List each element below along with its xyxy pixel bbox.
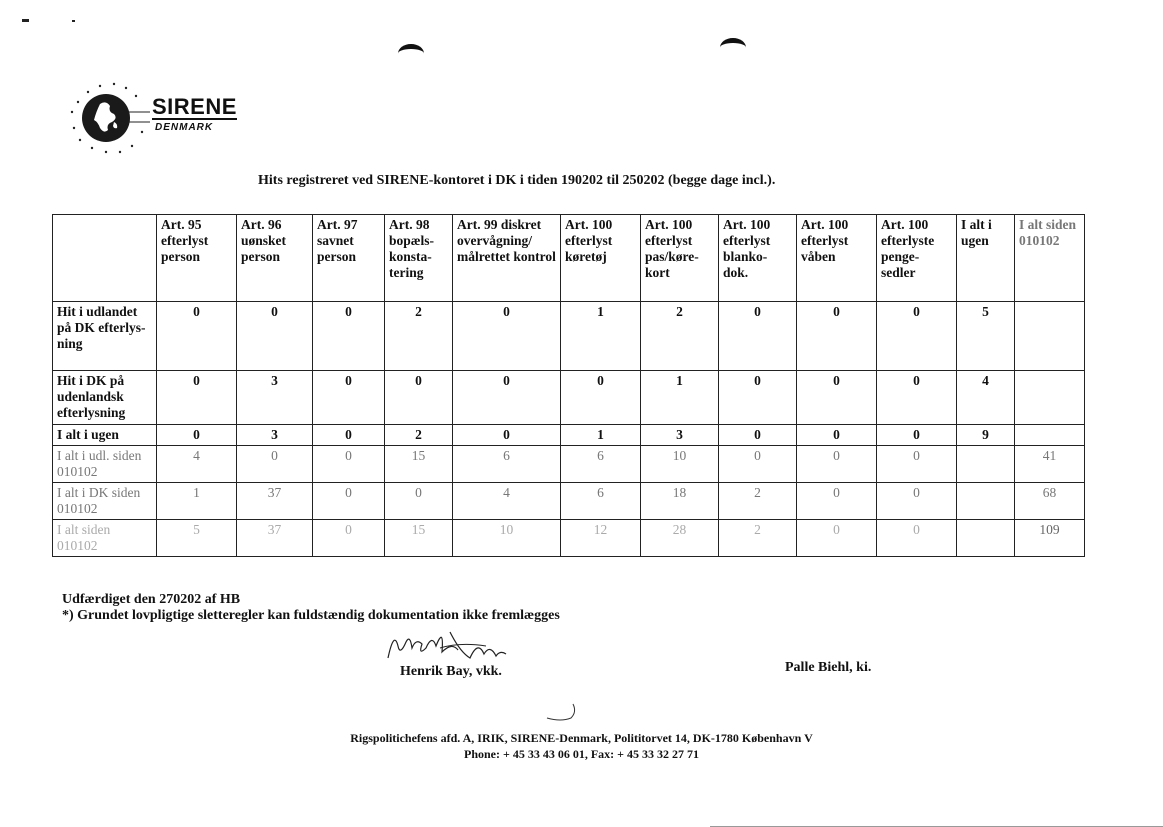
row-label: I alt i ugen (53, 425, 157, 446)
table-cell: 1 (157, 483, 237, 520)
column-header: Art. 100 efterlyst pas/køre-kort (641, 215, 719, 302)
table-cell: 0 (797, 371, 877, 425)
table-cell: 3 (641, 425, 719, 446)
table-cell: 0 (157, 425, 237, 446)
table-cell: 15 (385, 446, 453, 483)
table-cell: 3 (237, 371, 313, 425)
punch-hole-right (720, 38, 746, 57)
table-row (53, 371, 1085, 425)
row-label: Hit i DK på udenlandsk efterlysning (53, 371, 157, 425)
table-cell: 12 (561, 520, 641, 557)
table-cell: 0 (797, 446, 877, 483)
table-cell: 6 (561, 446, 641, 483)
column-header: Art. 95 efterlyst person (157, 215, 237, 302)
row-label: Hit i udlandet på DK efterlys-ning (53, 302, 157, 371)
table-cell: 10 (641, 446, 719, 483)
column-header: I alt i ugen (957, 215, 1015, 302)
table-cell: 0 (313, 520, 385, 557)
table-cell: 0 (385, 483, 453, 520)
table-cell: 1 (561, 425, 641, 446)
table-cell: 0 (719, 425, 797, 446)
column-header: I alt siden 010102 (1015, 215, 1085, 302)
table-cell: 0 (797, 425, 877, 446)
column-header: Art. 97 savnet person (313, 215, 385, 302)
logo-subtitle: DENMARK (155, 122, 214, 133)
sirene-logo (66, 82, 236, 157)
table-cell: 37 (237, 520, 313, 557)
table-cell: 9 (957, 425, 1015, 446)
row-label: I alt i udl. siden 010102 (53, 446, 157, 483)
row-label: I alt i DK siden 010102 (53, 483, 157, 520)
table-cell: 4 (157, 446, 237, 483)
table-cell: 1 (641, 371, 719, 425)
table-cell: 5 (957, 302, 1015, 371)
scan-speck (22, 19, 29, 22)
column-header: Art. 100 efterlyst køretøj (561, 215, 641, 302)
table-row (53, 520, 1085, 557)
table-cell: 0 (313, 483, 385, 520)
table-cell: 0 (877, 371, 957, 425)
table-cell: 0 (561, 371, 641, 425)
row-label: I alt siden 010102 (53, 520, 157, 557)
table-cell: 2 (385, 425, 453, 446)
prepared-line: Udfærdiget den 270202 af HB (62, 592, 241, 607)
table-cell: 0 (877, 425, 957, 446)
table-cell: 0 (313, 425, 385, 446)
table-cell: 0 (313, 446, 385, 483)
column-header: Art. 96 uønsket person (237, 215, 313, 302)
address-line: Rigspolitichefens afd. A, IRIK, SIRENE-Denmark, Polititorvet 14, DK-1780 København V (350, 731, 813, 745)
table-cell: 2 (719, 483, 797, 520)
signer-left: Henrik Bay, vkk. (400, 664, 502, 679)
table-cell: 6 (453, 446, 561, 483)
table-cell: 0 (237, 302, 313, 371)
pen-mark (545, 702, 579, 724)
table-cell: 5 (157, 520, 237, 557)
table-cell: 0 (719, 371, 797, 425)
table-cell: 0 (157, 302, 237, 371)
table-cell: 3 (237, 425, 313, 446)
table-cell: 0 (797, 520, 877, 557)
table-cell: 37 (237, 483, 313, 520)
hits-table (52, 214, 1085, 557)
table-cell: 0 (877, 302, 957, 371)
table-cell (1015, 302, 1085, 371)
table-cell: 4 (957, 371, 1015, 425)
scan-speck (72, 20, 75, 22)
table-cell (957, 483, 1015, 520)
table-cell: 0 (453, 302, 561, 371)
table-row (53, 446, 1085, 483)
table-cell: 0 (313, 302, 385, 371)
table-cell: 1 (561, 302, 641, 371)
globe-icon (66, 82, 152, 157)
punch-hole-left (398, 44, 424, 63)
table-cell (957, 446, 1015, 483)
column-header: Art. 100 efterlyst blanko-dok. (719, 215, 797, 302)
table-row (53, 425, 1085, 446)
table-cell (1015, 371, 1085, 425)
table-cell: 10 (453, 520, 561, 557)
column-header: Art. 98 bopæls-konsta-tering (385, 215, 453, 302)
table-cell: 18 (641, 483, 719, 520)
table-cell: 0 (719, 302, 797, 371)
column-header (53, 215, 157, 302)
table-cell: 41 (1015, 446, 1085, 483)
table-cell: 0 (313, 371, 385, 425)
table-cell (1015, 425, 1085, 446)
table-row (53, 302, 1085, 371)
table-cell: 0 (719, 446, 797, 483)
table-cell: 4 (453, 483, 561, 520)
table-cell: 68 (1015, 483, 1085, 520)
table-cell: 0 (453, 425, 561, 446)
table-cell: 0 (157, 371, 237, 425)
table-cell: 2 (719, 520, 797, 557)
column-header: Art. 100 efterlyste penge-sedler (877, 215, 957, 302)
table-cell: 6 (561, 483, 641, 520)
table-cell: 0 (797, 302, 877, 371)
table-cell: 15 (385, 520, 453, 557)
column-header: Art. 99 diskret overvågning/ målrettet kontrol (453, 215, 561, 302)
table-cell: 28 (641, 520, 719, 557)
table-cell: 0 (385, 371, 453, 425)
deletion-note: *) Grundet lovpligtige sletteregler kan fuldstændig dokumentation ikke fremlægges (62, 608, 560, 623)
table-cell: 2 (385, 302, 453, 371)
document-title: Hits registreret ved SIRENE-kontoret i DK i tiden 190202 til 250202 (begge dage incl.). (258, 173, 776, 188)
table-cell: 0 (877, 520, 957, 557)
table-header-row (53, 215, 1085, 302)
table-cell (957, 520, 1015, 557)
logo-wordmark: SIRENE (152, 94, 237, 119)
column-header: Art. 100 efterlyst våben (797, 215, 877, 302)
table-cell: 0 (237, 446, 313, 483)
table-cell: 2 (641, 302, 719, 371)
table-cell: 0 (877, 483, 957, 520)
signer-right: Palle Biehl, ki. (785, 660, 872, 675)
table-cell: 109 (1015, 520, 1085, 557)
table-cell: 0 (453, 371, 561, 425)
contact-line: Phone: + 45 33 43 06 01, Fax: + 45 33 32 27 71 (463, 747, 699, 761)
table-cell: 0 (797, 483, 877, 520)
table-row (53, 483, 1085, 520)
table-cell: 0 (877, 446, 957, 483)
